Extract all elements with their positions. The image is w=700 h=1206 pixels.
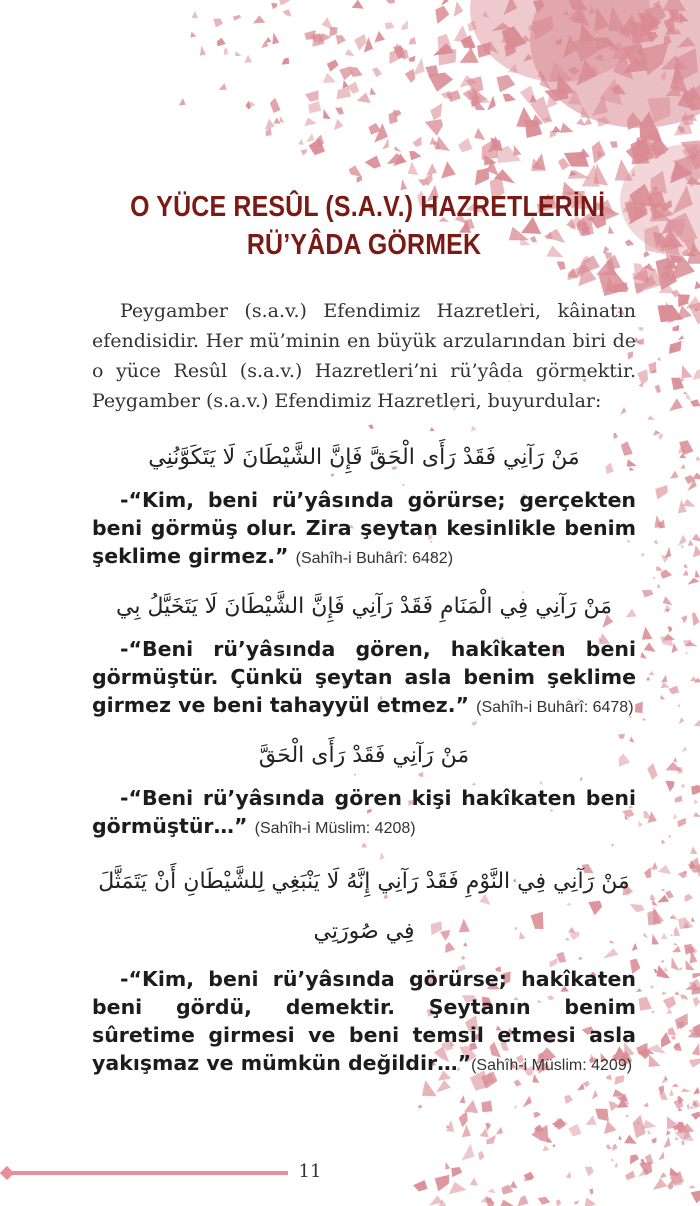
decor-shard [475,168,489,186]
decor-shard [656,566,663,570]
decor-shard [678,499,687,513]
decor-shard [323,109,331,119]
footer-line [6,1171,288,1175]
decor-shard [690,1106,693,1109]
decor-shard [660,960,664,962]
decor-shard [618,1135,622,1140]
decor-shard [462,1144,475,1161]
decor-shard [585,1167,594,1177]
decor-shard [670,471,679,479]
decor-shard [680,464,685,469]
decor-shard [345,49,355,57]
decor-shard [271,3,277,9]
decor-shard [336,35,346,45]
decor-shard [692,367,700,380]
decor-shard [517,1195,528,1206]
decor-shard [564,1095,573,1104]
decor-shard [352,0,364,9]
decor-shard [357,93,371,104]
decor-shard [673,813,677,819]
decor-shard [686,395,692,401]
hadith-1-source: (Sahîh-i Buhârî: 6482) [295,550,454,567]
decor-shard [693,997,700,1008]
decor-shard [497,75,516,92]
decor-shard [694,799,698,804]
decor-shard [499,1200,516,1206]
decor-shard [478,1151,484,1161]
decor-shard [357,176,362,183]
hadith-2-arabic: مَنْ رَآنِي فِي الْمَنَامِ فَقَدْ رَآنِي فَإِنَّ الشَّيْطَانَ لَا يَتَخَيَّلُ بِي [115,594,613,619]
decor-shard [652,1010,655,1013]
hadith-2-translation [92,635,636,722]
decor-shard [669,341,682,354]
decor-shard [680,545,684,548]
decor-shard [233,15,241,21]
decor-shard [334,119,344,131]
decor-shard [460,1095,466,1103]
decor-shard [496,1127,503,1135]
decor-shard [689,1185,695,1188]
decor-shard [418,1105,422,1109]
decor-shard [691,1190,700,1203]
decor-shard [272,32,279,44]
decor-shard [370,87,376,95]
decor-shard [640,652,647,659]
decor-shard [604,1121,617,1134]
decor-shard [219,83,227,90]
decor-shard [644,867,651,878]
decor-shard [624,1135,637,1144]
decor-shard [659,1151,665,1160]
decor-shard [664,604,672,612]
decor-shard [644,642,656,651]
decor-shard [681,1141,684,1146]
decor-shard [408,161,419,175]
decor-shard [689,1058,700,1067]
decor-shard [304,30,316,40]
decor-shard [671,1036,675,1040]
decor-shard [626,1115,629,1117]
hadith-4-text: -“Kim, beni rü’yâsında görürse; hakîkaten beni gördü, demektir. Şeytanın benim sûretime girmesi ve beni temsil etmesi asla yakışmaz ve mümkün değildir…” [92,967,636,1075]
decor-shard [666,1009,672,1014]
decor-shard [514,1079,522,1086]
decor-shard [649,1054,661,1067]
title-line-1: O YÜCE RESÛL (S.A.V.) HAZRETLERİNİ [130,191,606,223]
decor-shard [635,702,643,714]
decor-shard [503,94,516,102]
decor-shard [669,934,673,937]
decor-shard [458,138,472,153]
decor-shard [657,583,660,588]
hadith-2-text: -“Beni rü’yâsında gören, hakîkaten beni görmüştür. Çünkü şeytan asla benim şeklime girmez ve beni tahayyül etmez.” [92,637,636,717]
decor-shard [533,1112,541,1118]
decor-shard [642,590,654,598]
decor-shard [615,159,633,181]
decor-shard [583,1081,589,1087]
hadith-1-translation [92,486,636,573]
decor-shard [663,596,673,605]
decor-shard [405,69,416,83]
decor-shard [306,133,315,142]
decor-shard [592,141,606,164]
decor-shard [584,1198,596,1206]
decor-shard [200,46,206,56]
decor-shard [683,570,689,576]
decor-shard [637,338,644,345]
decor-shard [642,1120,657,1129]
decor-shard [435,6,449,24]
decor-shard [422,1080,437,1096]
decor-shard [653,1178,667,1190]
decor-shard [691,917,695,922]
decor-shard [651,862,658,870]
decor-shard [274,118,281,124]
decor-shard [192,11,199,19]
decor-shard [401,20,408,30]
decor-shard [543,1145,550,1151]
page-content [92,188,636,1080]
decor-shard [658,865,672,874]
decor-shard [687,1104,690,1110]
decor-shard [248,102,256,109]
decor-shard [305,90,319,101]
decor-shard [409,37,416,44]
decor-shard [354,34,366,51]
decor-shard [270,98,281,113]
decor-shard [646,677,650,681]
decor-shard [190,32,196,38]
decor-shard [438,34,453,50]
decor-shard [213,19,223,28]
decor-shard [677,818,686,828]
decor-shard [244,55,252,63]
decor-shard [224,47,229,55]
decor-shard [681,615,687,623]
decor-shard [661,840,665,844]
decor-shard [277,0,290,6]
decor-shard [592,1090,598,1100]
decor-shard [688,540,694,546]
decor-shard [612,1144,617,1151]
decor-shard [661,889,665,891]
decor-shard [662,992,667,995]
decor-shard [610,1158,614,1162]
decor-shard [674,991,679,995]
page-number: 11 [298,1161,322,1182]
decor-shard [425,119,443,136]
decor-shard [298,139,304,145]
decor-shard [625,1171,635,1181]
decor-shard [669,1089,674,1096]
decor-shard [349,165,363,177]
page-title [130,188,606,264]
decor-shard [652,577,656,579]
decor-shard [520,86,536,104]
intro-paragraph: Peygamber (s.a.v.) Efendimiz Hazretleri, kâinatın efendisidir. Her mü’minin en büyük arzularından biri de o yüce Resûl (s.a.v.) Hazretleri’ni rü’yâda görmektir. Peygamber (s.a.v.) Efendimiz Hazretleri, buyurdular: [92,300,636,412]
decor-shard [690,846,697,854]
decor-shard [577,1083,584,1091]
hadith-2-source: (Sahîh-i Buhârî: 6478) [476,699,634,716]
hadith-3-translation [92,784,636,843]
decor-shard [523,1096,532,1108]
decor-shard [451,1167,462,1177]
decor-shard [668,626,673,633]
decor-shard [235,51,241,56]
decor-shard [692,612,700,626]
decor-shard [283,9,292,17]
decor-shard [365,156,381,169]
decor-shard [454,25,470,43]
decor-shard [672,643,678,654]
decor-shard [644,251,650,258]
decor-shard [655,385,661,394]
decor-shard [413,1180,428,1191]
decor-shard [677,767,683,774]
decor-shard [673,757,677,762]
decor-shard [576,118,585,126]
hadith-3-source: (Sahîh-i Müslim: 4208) [254,820,416,837]
decor-shard [688,578,700,585]
decor-shard [662,1075,667,1084]
decor-shard [648,1129,652,1134]
decor-shard [560,123,573,133]
decor-shard [652,934,659,945]
decor-shard [217,38,226,47]
decor-shard [678,335,684,340]
decor-shard [336,87,351,99]
decor-shard [385,22,395,29]
decor-shard [679,967,682,970]
decor-shard [660,695,665,700]
decor-shard [685,894,694,903]
decor-shard [301,149,307,156]
decor-shard [644,932,649,938]
decor-shard [658,434,663,440]
decor-shard [647,415,655,420]
decor-shard [691,1112,700,1120]
decor-shard [435,1175,450,1192]
decor-shard [643,1103,648,1108]
decor-shard [449,1182,467,1194]
decor-shard [693,545,700,557]
decor-shard [654,540,658,544]
decor-shard [678,535,686,546]
decor-shard [436,136,450,151]
decor-shard [374,31,385,43]
decor-shard [663,996,676,1009]
decor-shard [638,821,643,827]
decor-shard [322,17,334,30]
decor-shard [692,973,700,979]
decor-shard [454,1,464,17]
decor-shard [668,835,671,838]
decor-shard [641,553,645,557]
decor-shard [516,107,535,128]
decor-shard [695,281,700,289]
decor-shard [671,957,679,971]
decor-shard [682,365,693,378]
decor-shard [552,126,562,133]
decor-shard [674,943,678,945]
decor-shard [647,763,658,780]
decor-shard [693,1087,700,1095]
decor-shard [668,1027,676,1035]
hadith-3-arabic: مَنْ رَآنِي فَقَدْ رَأَى الْحَقَّ [258,743,470,768]
decor-shard [460,48,479,63]
decor-shard [372,68,382,78]
decor-shard [514,145,522,156]
decor-shard [413,136,422,147]
decor-shard [487,1189,495,1194]
decor-shard [477,42,490,58]
decor-shard [586,1115,597,1125]
decor-shard [470,1178,478,1186]
decor-shard [670,1167,680,1175]
decor-shard [639,997,652,1011]
decor-shard [684,392,688,394]
decor-shard [669,398,683,411]
decor-shard [695,570,700,578]
decor-shard [253,15,265,23]
decor-shard [661,933,668,939]
decor-shard [669,686,680,695]
decor-shard [696,456,700,461]
decor-shard [386,0,396,4]
decor-shard [655,485,668,500]
decor-shard [304,117,316,126]
decor-shard [637,369,648,385]
decor-shard [179,98,186,105]
decor-shard [323,73,336,83]
hadith-4-translation [92,965,636,1080]
decor-shard [690,399,700,407]
decor-shard [556,1199,561,1206]
decor-shard [430,103,442,120]
decor-shard [684,564,688,568]
decor-shard [630,1154,639,1164]
decor-shard [642,626,653,639]
title-line-2: RÜ’YÂDA GÖRMEK [246,229,482,261]
decor-shard [663,1137,670,1149]
decor-shard [674,926,680,936]
decor-shard [436,1080,451,1093]
decor-shard [606,1144,612,1149]
decor-shard [665,781,674,792]
decor-shard [538,1197,551,1205]
decor-shard [675,1137,679,1141]
decor-shard [409,56,416,62]
decor-shard [428,73,453,92]
decor-shard [691,785,700,795]
decor-shard [574,1200,580,1204]
decor-shard [642,718,646,721]
hadith-1-arabic: مَنْ رَآنِي فَقَدْ رَأَى الْحَقَّ فَإِنَّ الشَّيْطَانَ لَا يَتَكَوَّنُنِي [148,445,580,470]
hadith-1-text: -“Kim, beni rü’yâsında görürse; gerçekten beni görmüş olur. Zira şeytan kesinlikle benim şeklime girmez.” [92,488,636,568]
decor-shard [670,914,678,920]
decor-shard [666,1130,671,1136]
decor-shard [609,1101,619,1111]
decor-shard [439,49,457,66]
decor-shard [683,499,696,507]
decor-shard [553,1144,556,1147]
hadith-4-arabic: مَنْ رَآنِي فِي النَّوْمِ فَقَدْ رَآنِي إِنَّهُ لَا يَنْبَغِي لِلشَّيْطَانِ أَنْ يَتَمَثَّلَ فِي صُورَتِي [98,869,630,944]
decor-shard [675,1013,688,1029]
decor-shard [650,894,656,900]
decor-shard [441,0,449,6]
decor-shard [664,966,668,971]
decor-shard [566,1171,571,1178]
decor-shard [441,161,456,178]
decor-shard [481,1101,492,1113]
decor-shard [638,327,643,331]
decor-shard [677,704,680,707]
decor-shard [282,58,290,65]
decor-shard [661,682,670,688]
decor-shard [675,795,683,802]
decor-shard [568,1124,581,1137]
decor-shard [685,652,688,655]
decor-shard [692,1043,700,1055]
decor-shard [693,812,700,817]
decor-shard [610,141,618,148]
decor-shard [672,946,681,953]
decor-shard [589,1189,593,1195]
decor-shard [660,1172,668,1178]
decor-shard [445,1162,450,1170]
decor-shard [615,1162,618,1168]
decor-shard [394,146,401,152]
decor-shard [650,985,653,988]
decor-shard [595,1109,609,1122]
decor-shard [672,1083,679,1087]
decor-shard [510,1181,518,1189]
decor-shard [474,128,485,141]
decor-shard [464,1100,478,1113]
decor-shard [280,116,285,122]
decor-shard [636,1043,648,1056]
hadith-4-source: (Sahîh-i Müslim: 4209) [471,1057,633,1074]
decor-shard [649,671,654,675]
decor-shard [672,325,679,332]
decor-shard [690,677,697,682]
decor-shard [308,101,321,113]
decor-shard [382,138,389,150]
decor-shard [335,107,344,114]
decor-shard [593,164,608,186]
decor-shard [679,717,685,724]
decor-shard [653,430,661,436]
decor-shard [681,1088,691,1092]
hadith-3-text: -“Beni rü’yâsında gören kişi hakîkaten beni görmüştür…” [92,786,636,838]
decor-shard [486,1123,492,1131]
decor-shard [681,783,685,787]
decor-shard [409,151,421,160]
decor-shard [682,746,687,752]
decor-shard [514,1105,516,1109]
decor-shard [657,357,661,361]
decor-shard [327,60,339,72]
decor-shard [692,533,700,542]
decor-shard [636,988,642,992]
decor-shard [487,96,495,111]
decor-shard [694,720,700,727]
decor-shard [661,675,667,682]
decor-shard [665,547,671,559]
